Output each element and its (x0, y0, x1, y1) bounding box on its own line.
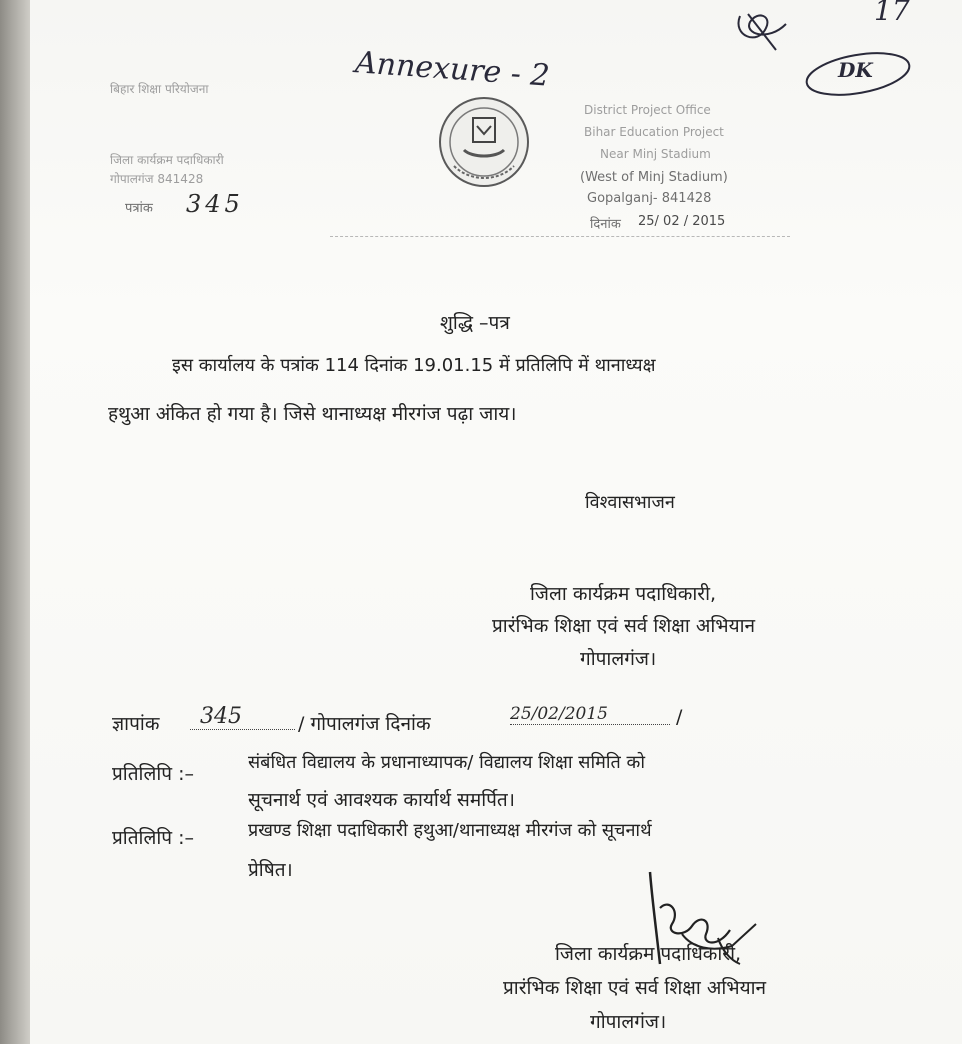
ref-number: 345 (186, 190, 244, 218)
letterhead-right-line3: Near Minj Stadium (600, 147, 711, 161)
initials: DK (838, 58, 873, 82)
sign1-line-2: प्रारंभिक शिक्षा एवं सर्व शिक्षा अभियान (492, 615, 756, 637)
sign2-line-1: जिला कार्यक्रम पदाधिकारी, (555, 943, 742, 965)
copy-2-line-2: प्रेषित। (248, 859, 293, 881)
letterhead-left-mid1: जिला कार्यक्रम पदाधिकारी (110, 153, 224, 167)
letterhead-right-line4: (West of Minj Stadium) (580, 170, 728, 185)
memo-date: 25/02/2015 (510, 704, 670, 725)
corner-mark: 17 (874, 0, 910, 27)
letterhead-right-line2: Bihar Education Project (584, 125, 724, 139)
copy-1-line-1: संबंधित विद्यालय के प्रधानाध्यापक/ विद्यालय शिक्षा समिति को (248, 752, 646, 773)
letterhead-right-line5: Gopalganj- 841428 (587, 191, 712, 206)
date-value: 25/ 02 / 2015 (638, 214, 726, 229)
header-divider (330, 236, 790, 237)
letterhead-left-mid2: गोपालगंज 841428 (110, 172, 204, 186)
sign1-line-1: जिला कार्यक्रम पदाधिकारी, (530, 583, 717, 605)
letterhead-right-line1: District Project Office (584, 103, 711, 117)
copy-1-label: प्रतिलिपि :– (112, 763, 195, 785)
closing: विश्वासभाजन (585, 492, 675, 513)
ref-label: पत्रांक (125, 201, 153, 216)
memo-place: / गोपालगंज दिनांक (298, 713, 431, 735)
scribble-mark (728, 6, 798, 56)
letterhead-left-top: बिहार शिक्षा परियोजना (110, 82, 209, 96)
copy-2-line-1: प्रखण्ड शिक्षा पदाधिकारी हथुआ/थानाध्यक्ष मीरगंज को सूचनार्थ (248, 820, 652, 841)
subject-heading: शुद्धि –पत्र (440, 312, 510, 334)
memo-slash: / (676, 706, 683, 728)
memo-number: 345 (190, 704, 295, 730)
emblem-seal (436, 96, 532, 188)
annexure-note: Annexure - 2 (354, 45, 551, 94)
binder-edge (0, 0, 31, 1044)
memo-label: ज्ञापांक (112, 713, 160, 735)
paragraph-line-1: इस कार्यालय के पत्रांक 114 दिनांक 19.01.15 में प्रतिलिपि में थानाध्यक्ष (172, 355, 656, 376)
paragraph-line-2: हथुआ अंकित हो गया है। जिसे थानाध्यक्ष मीरगंज पढ़ा जाय। (108, 403, 517, 425)
sign2-line-2: प्रारंभिक शिक्षा एवं सर्व शिक्षा अभियान (503, 977, 767, 999)
copy-2-label: प्रतिलिपि :– (112, 827, 195, 849)
sign1-line-3: गोपालगंज। (580, 648, 657, 670)
date-label: दिनांक (590, 217, 621, 232)
copy-1-line-2: सूचनार्थ एवं आवश्यक कार्यार्थ समर्पित। (248, 789, 515, 811)
sign2-line-3: गोपालगंज। (590, 1011, 667, 1033)
